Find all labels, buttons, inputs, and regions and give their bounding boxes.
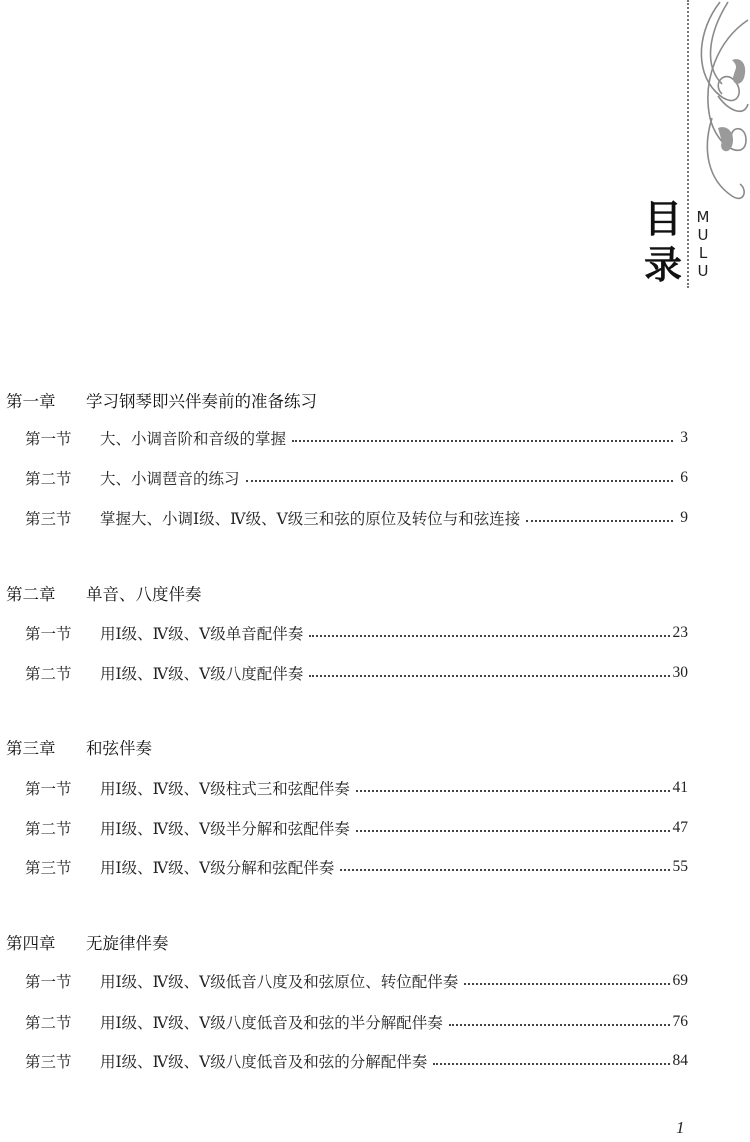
chapter-number: 第三章 [6, 739, 56, 758]
section-title: 掌握大、小调Ⅰ级、Ⅳ级、Ⅴ级三和弦的原位及转位与和弦连接 [100, 510, 521, 528]
toc-entry[interactable] [25, 773, 688, 803]
chapter-heading[interactable] [6, 927, 706, 957]
chapter-title: 学习钢琴即兴伴奏前的准备练习 [86, 392, 317, 411]
dot-leader [246, 480, 673, 482]
toc-entry[interactable] [25, 423, 688, 453]
pinyin-letter: U [697, 262, 709, 280]
page-number: 6 [680, 469, 688, 486]
page-number: 69 [672, 972, 688, 989]
title-char: 录 [643, 243, 682, 287]
page-number: 9 [680, 509, 688, 526]
section-title: 用Ⅰ级、Ⅳ级、Ⅴ级分解和弦配伴奏 [100, 859, 335, 877]
chapter-heading[interactable] [6, 385, 706, 415]
dot-leader [356, 830, 670, 832]
chapter-title: 单音、八度伴奏 [86, 585, 202, 604]
title-char: 目 [643, 197, 682, 241]
toc-entry[interactable] [25, 852, 688, 882]
chapter-title: 和弦伴奏 [86, 739, 152, 758]
dot-leader [526, 520, 673, 522]
chapter-number: 第四章 [6, 934, 56, 953]
page-number: 84 [672, 1052, 688, 1069]
page-number: 30 [672, 664, 688, 681]
dot-leader [309, 635, 669, 637]
pinyin-letter: U [697, 226, 709, 244]
toc-entry[interactable] [25, 463, 688, 493]
section-number: 第三节 [25, 510, 72, 528]
section-title: 用Ⅰ级、Ⅳ级、Ⅴ级半分解和弦配伴奏 [100, 820, 350, 838]
section-title: 用Ⅰ级、Ⅳ级、Ⅴ级八度配伴奏 [100, 665, 304, 683]
page-number: 76 [672, 1013, 688, 1030]
page-number: 47 [672, 819, 688, 836]
toc-entry[interactable] [25, 618, 688, 648]
chapter-title: 无旋律伴奏 [86, 934, 169, 953]
section-title: 用Ⅰ级、Ⅳ级、Ⅴ级柱式三和弦配伴奏 [100, 780, 350, 798]
dot-leader [340, 869, 669, 871]
section-number: 第三节 [25, 859, 72, 877]
chapter-heading[interactable] [6, 578, 706, 608]
section-number: 第二节 [25, 820, 72, 838]
dot-leader [464, 983, 669, 985]
section-number: 第二节 [25, 470, 72, 488]
page-number: 3 [680, 429, 688, 446]
section-number: 第一节 [25, 780, 72, 798]
section-title: 用Ⅰ级、Ⅳ级、Ⅴ级低音八度及和弦原位、转位配伴奏 [100, 973, 459, 991]
toc-entry[interactable] [25, 1046, 688, 1076]
page-title [640, 196, 686, 288]
section-title: 大、小调琶音的练习 [100, 470, 240, 488]
page-number: 41 [672, 779, 688, 796]
section-title: 用Ⅰ级、Ⅳ级、Ⅴ级八度低音及和弦的半分解配伴奏 [100, 1014, 443, 1032]
chapter-number: 第一章 [6, 392, 56, 411]
pinyin-letter: M [696, 208, 710, 226]
chapter-number: 第二章 [6, 585, 56, 604]
dot-leader [449, 1024, 670, 1026]
toc-entry[interactable] [25, 658, 688, 688]
pinyin-subtitle [693, 208, 713, 280]
toc-entry[interactable] [25, 813, 688, 843]
section-title: 大、小调音阶和音级的掌握 [100, 430, 287, 448]
chapter-heading[interactable] [6, 732, 706, 762]
toc-entry[interactable] [25, 1007, 688, 1037]
section-title: 用Ⅰ级、Ⅳ级、Ⅴ级单音配伴奏 [100, 625, 304, 643]
section-number: 第二节 [25, 1014, 72, 1032]
toc-entry[interactable] [25, 503, 688, 533]
dot-leader [433, 1063, 669, 1065]
section-number: 第一节 [25, 625, 72, 643]
dot-leader [356, 790, 670, 792]
pinyin-letter: L [698, 244, 708, 262]
footer-page-number: 1 [676, 1118, 685, 1137]
section-title: 用Ⅰ级、Ⅳ级、Ⅴ级八度低音及和弦的分解配伴奏 [100, 1053, 428, 1071]
dot-leader [292, 440, 673, 442]
section-number: 第二节 [25, 665, 72, 683]
page-number: 23 [672, 624, 688, 641]
dot-leader [309, 675, 669, 677]
section-number: 第三节 [25, 1053, 72, 1071]
toc-entry[interactable] [25, 966, 688, 996]
section-number: 第一节 [25, 973, 72, 991]
swirl-ornament-icon [688, 0, 750, 215]
section-number: 第一节 [25, 430, 72, 448]
page-number: 55 [672, 858, 688, 875]
